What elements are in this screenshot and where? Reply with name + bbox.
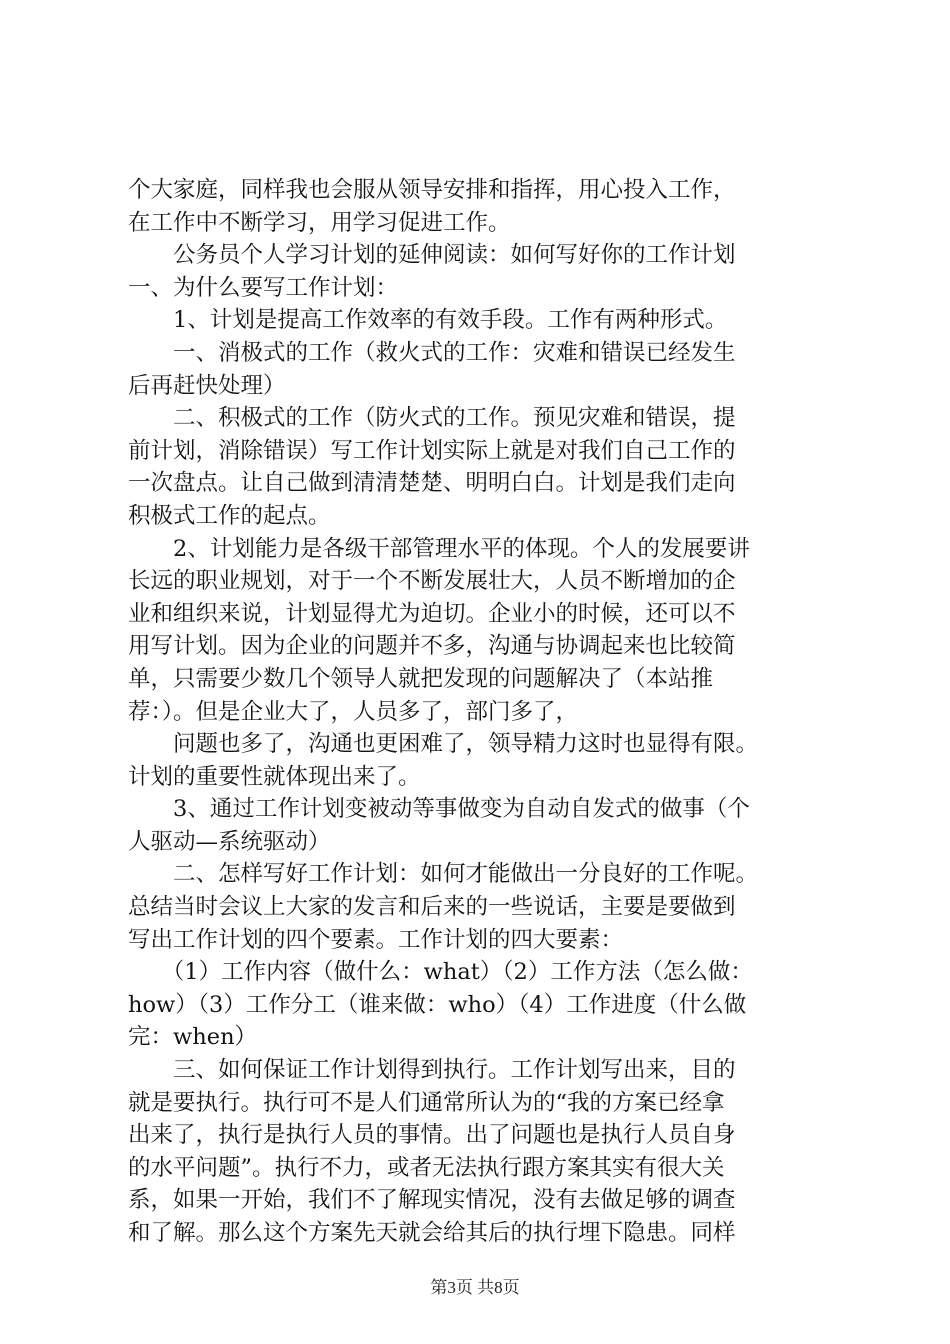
document-body [128, 174, 833, 1250]
text-line: 二、怎样写好工作计划：如何才能做出一分良好的工作呢。 [128, 861, 759, 888]
text-line: 完：when） [128, 1024, 258, 1051]
text-line: 1、计划是提高工作效率的有效手段。工作有两种形式。 [128, 307, 728, 334]
text-line: 后再赶快处理） [128, 372, 286, 399]
text-line: 二、积极式的工作（防火式的工作。预见灾难和错误，提 [128, 405, 736, 432]
text-line: 积极式工作的起点。 [128, 502, 331, 529]
text-line: 和了解。那么这个方案先天就会给其后的执行埋下隐患。同样 [128, 1220, 736, 1246]
text-line: 系，如果一开始，我们不了解现实情况，没有去做足够的调查 [128, 1187, 736, 1214]
text-line: （1）工作内容（做什么：what）（2）工作方法（怎么做： [128, 959, 753, 986]
text-line: 一、消极式的工作（救火式的工作：灾难和错误已经发生 [128, 339, 736, 366]
text-line: 前计划，消除错误）写工作计划实际上就是对我们自己工作的 [128, 437, 736, 464]
text-line: 长远的职业规划，对于一个不断发展壮大，人员不断增加的企 [128, 568, 736, 595]
text-line: 业和组织来说，计划显得尤为迫切。企业小的时候，还可以不 [128, 600, 736, 627]
text-line: 用写计划。因为企业的问题并不多，沟通与协调起来也比较简 [128, 633, 736, 660]
text-line: 就是要执行。执行可不是人们通常所认为的“我的方案已经拿 [128, 1089, 725, 1116]
text-line: 人驱动—系统驱动） [128, 828, 331, 855]
text-line: 荐：）。但是企业大了，人员多了，部门多了， [128, 698, 579, 725]
text-line: 问题也多了，沟通也更困难了，领导精力这时也显得有限。 [128, 731, 759, 758]
text-line: 2、计划能力是各级干部管理水平的体现。个人的发展要讲 [128, 535, 750, 562]
text-line: 写出工作计划的四个要素。工作计划的四大要素： [128, 926, 624, 953]
text-line: 公务员个人学习计划的延伸阅读：如何写好你的工作计划 [128, 242, 736, 269]
text-line: 一次盘点。让自己做到清清楚楚、明明白白。计划是我们走向 [128, 470, 736, 497]
text-line: 的水平问题”。执行不力，或者无法执行跟方案其实有很大关 [128, 1154, 725, 1181]
text-line: how）（3）工作分工（谁来做：who）（4）工作进度（什么做 [128, 991, 747, 1018]
text-line: 三、如何保证工作计划得到执行。工作计划写出来，目的 [128, 1057, 736, 1084]
text-line: 一、为什么要写工作计划： [128, 274, 399, 301]
text-line: 计划的重要性就体现出来了。 [128, 763, 421, 790]
text-line: 单，只需要少数几个领导人就把发现的问题解决了（本站推 [128, 665, 714, 692]
text-line: 个大家庭，同样我也会服从领导安排和指挥，用心投入工作， [128, 177, 736, 203]
page-number-footer: 第3页 共8页 [430, 1278, 520, 1297]
text-line: 在工作中不断学习，用学习促进工作。 [128, 209, 511, 236]
text-line: 总结当时会议上大家的发言和后来的一些说话，主要是要做到 [128, 894, 736, 921]
text-line: 出来了，执行是执行人员的事情。出了问题也是执行人员自身 [128, 1122, 736, 1149]
text-line: 3、通过工作计划变被动等事做变为自动自发式的做事（个 [128, 796, 750, 823]
